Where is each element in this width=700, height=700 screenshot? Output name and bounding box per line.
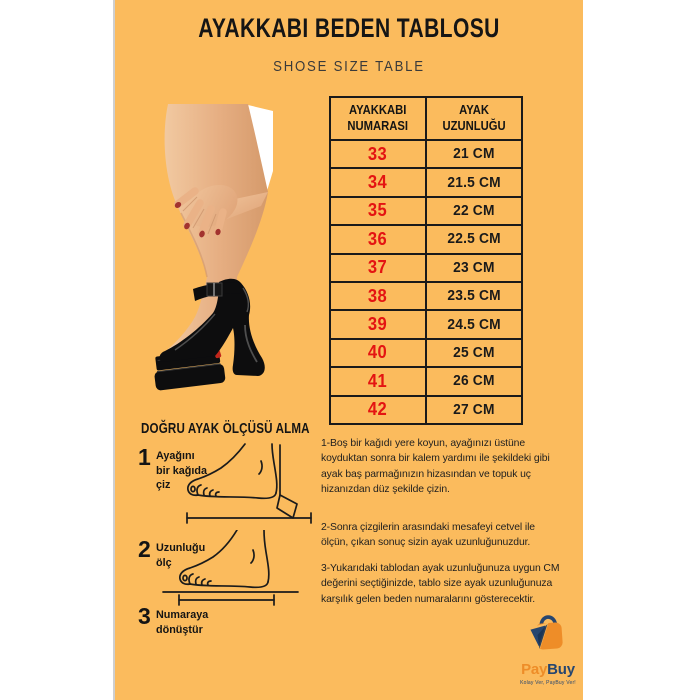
table-row bbox=[331, 281, 521, 309]
page-title: AYAKKABI BEDEN TABLOSU bbox=[198, 13, 500, 43]
size-cell: 35 bbox=[368, 200, 388, 221]
table-row bbox=[331, 167, 521, 195]
instruction-paragraph-3: 3-Yukarıdaki tablodan ayak uzunluğunuza uygun CM değerini seçtiğinizde, tablo size ayak uzunluğunuza karşılık gelen beden numaralarını gösterecektir. bbox=[321, 563, 560, 605]
size-cell: 34 bbox=[368, 172, 388, 193]
col-header-shoe-number: AYAKKABI NUMARASI bbox=[347, 102, 409, 133]
length-cell: 21.5 CM bbox=[447, 174, 501, 191]
content-panel bbox=[113, 0, 583, 700]
high-heel-shoe-photo bbox=[115, 85, 330, 415]
size-cell: 42 bbox=[368, 399, 388, 420]
size-table-header-row bbox=[331, 98, 521, 139]
length-cell: 23.5 CM bbox=[447, 288, 501, 305]
size-cell: 38 bbox=[368, 285, 388, 306]
table-row bbox=[331, 253, 521, 281]
length-cell: 22.5 CM bbox=[447, 231, 501, 248]
table-row bbox=[331, 338, 521, 366]
length-cell: 27 CM bbox=[453, 401, 495, 418]
step-label: Ayağını bir kağıda çiz bbox=[156, 450, 208, 492]
foot-diagram-1 bbox=[183, 443, 315, 525]
instruction-paragraph-2: 2-Sonra çizgilerin arasındaki mesafeyi cetvel ile ölçün, çıkan sonuç sizin ayak uzunluğunuzdur. bbox=[321, 522, 535, 549]
table-row bbox=[331, 309, 521, 337]
shopping-bag-cursor-icon bbox=[526, 610, 570, 656]
table-row bbox=[331, 224, 521, 252]
foot-diagram-2 bbox=[161, 530, 301, 608]
step-number: 3 bbox=[138, 603, 151, 629]
size-cell: 33 bbox=[368, 143, 388, 164]
size-cell: 39 bbox=[368, 314, 388, 335]
size-table bbox=[329, 96, 523, 425]
table-row bbox=[331, 139, 521, 167]
col-header-foot-length: AYAK UZUNLUĞU bbox=[442, 102, 506, 133]
page-subtitle: SHOSE SIZE TABLE bbox=[273, 58, 425, 75]
length-cell: 24.5 CM bbox=[447, 316, 501, 333]
brand-name: PayBuy bbox=[521, 661, 575, 678]
table-row bbox=[331, 196, 521, 224]
length-cell: 23 CM bbox=[453, 259, 495, 276]
step-label: Uzunluğu ölç bbox=[156, 542, 206, 569]
measure-guide-heading: DOĞRU AYAK ÖLÇÜSÜ ALMA bbox=[141, 421, 310, 437]
instruction-paragraph-1: 1-Boş bir kağıdı yere koyun, ayağınızı üstüne koyduktan sonra bir kalem yardımı ile şekildeki gibi ayak baş parmağınızın hizasından ve topuk uç hizanızdan düz şekilde çizin. bbox=[321, 438, 550, 495]
length-cell: 26 CM bbox=[453, 373, 495, 390]
step-number: 1 bbox=[138, 444, 151, 470]
length-cell: 21 CM bbox=[453, 146, 495, 163]
brand-logo bbox=[500, 610, 583, 686]
length-cell: 25 CM bbox=[453, 344, 495, 361]
size-cell: 40 bbox=[368, 342, 388, 363]
table-row bbox=[331, 366, 521, 394]
table-row bbox=[331, 395, 521, 423]
brand-slogan: Kolay Ver, PayBuy Ver! bbox=[520, 680, 576, 686]
step-number: 2 bbox=[138, 536, 151, 562]
size-cell: 36 bbox=[368, 228, 388, 249]
size-cell: 37 bbox=[368, 257, 388, 278]
step-label: Numaraya dönüştür bbox=[156, 609, 209, 636]
length-cell: 22 CM bbox=[453, 202, 495, 219]
size-cell: 41 bbox=[368, 370, 388, 391]
